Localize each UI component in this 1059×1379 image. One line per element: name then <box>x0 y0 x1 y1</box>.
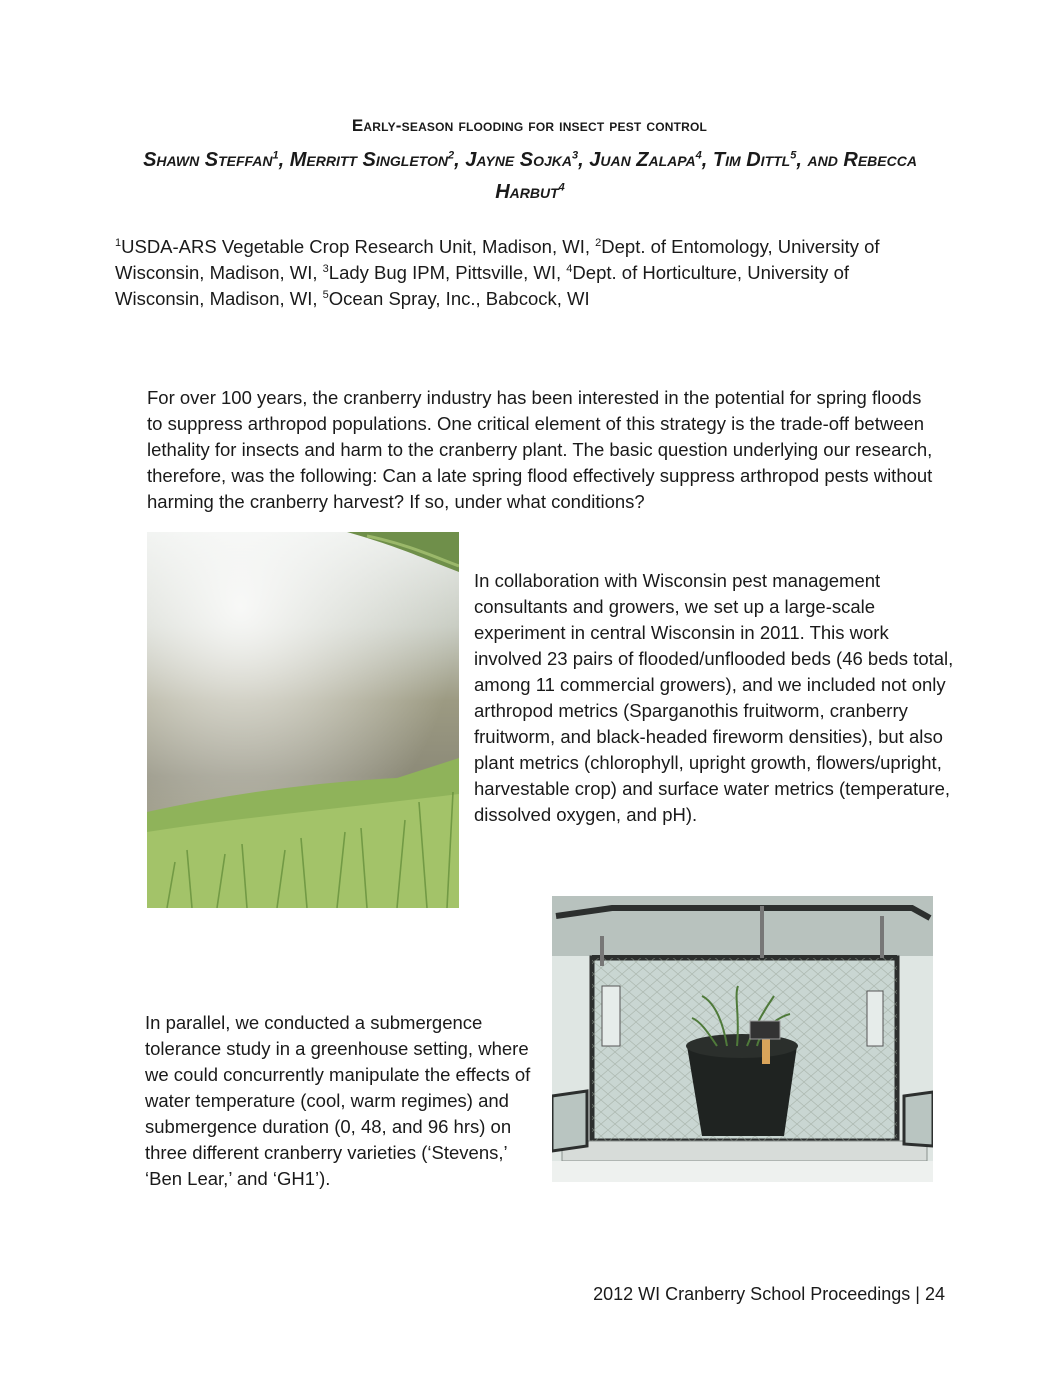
author: Jayne Sojka$^3$, <box>465 149 590 171</box>
page-footer: 2012 WI Cranberry School Proceedings | 24 <box>593 1284 945 1304</box>
author: Shawn Steffan$^1$, <box>143 149 290 171</box>
author: Rebecca Harbut$^4$ <box>495 149 917 203</box>
page-title: Early-season flooding for insect pest control <box>351 116 708 135</box>
intro-paragraph: For over 100 years, the cranberry industry has been interested in the potential for spring floods to suppress arthropod populations. One critical element of this strategy is the trade-off between lethality for insects and harm to the cranberry plant. The basic question underlying our research, therefore, was the following: Can a late spring flood effectively suppress arthropod pests without harming the cranberry harvest? If so, under what conditions? <box>147 386 933 512</box>
author: Tim Dittl$^5$, and <box>712 149 844 171</box>
author: Juan Zalapa$^4$, <box>589 149 713 171</box>
affiliations: $^1$USDA-ARS Vegetable Crop Research Unit, Madison, WI, $^2$Dept. of Entomology, University of Wisconsin, Madison, WI, $^3$Lady Bug IPM, Pittsville, WI, $^4$Dept. of Horticulture, University of Wisconsin, Madison, WI, $^5$Ocean Spray, Inc., Babcock, WI <box>115 236 880 309</box>
field-study-paragraph: In collaboration with Wisconsin pest management consultants and growers, we set up a large-scale experiment in central Wisconsin in 2011. This work involved 23 pairs of flooded/unflooded beds (46 beds total, among 11 commercial growers), and we included not only arthropod metrics (Sparganothis fruitworm, cranberry fruitworm, and black-headed fireworm densities), but also plant metrics (chlorophyll, upright growth, flowers/upright, harvestable crop) and surface water metrics (temperature, dissolved oxygen, and pH). <box>474 569 954 825</box>
flooded-bed-photo <box>147 532 459 908</box>
greenhouse-tank-photo <box>552 896 933 1182</box>
author: Merritt Singleton$^2$, <box>289 149 466 171</box>
author-list <box>110 144 950 208</box>
greenhouse-study-paragraph: In parallel, we conducted a submergence tolerance study in a greenhouse setting, where we could concurrently manipulate the effects of water temperature (cool, warm regimes) and submergence duration (0, 48, and 96 hrs) on three different cranberry varieties (‘Stevens,’ ‘Ben Lear,’ and ‘GH1’). <box>145 1011 531 1189</box>
